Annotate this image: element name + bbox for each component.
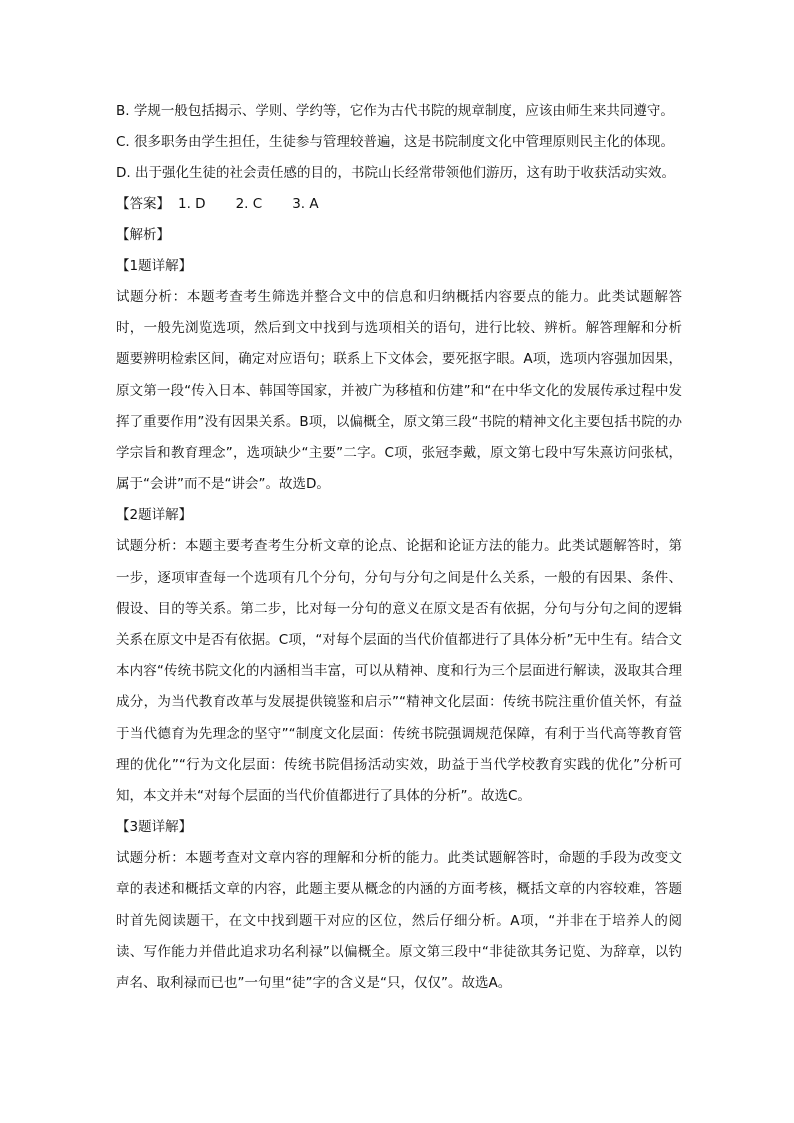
option-c: C. 很多职务由学生担任，生徒参与管理较普遍，这是书院制度文化中管理原则民主化的体现。: [116, 134, 675, 150]
answer-item: 1. D: [178, 196, 206, 212]
q3-analysis: 试题分析：本题考查对文章内容的理解和分析的能力。此类试题解答时，命题的手段为改变文章的表述和概括文章的内容，此题主要从概念的内涵的方面考核，概括文章的内容较难，答题时首先阅读题干，在文中找到题干对应的区位，然后仔细分析。A项，“并非在于培养人的阅读、写作能力并借此追求功名利禄”以偏概全。原文第三段中“非徒欲其务记览、为辞章，以钓声名、取利禄而已也”一句里“徒”字的含义是“只，仅仅”。故选A。: [116, 850, 682, 992]
q1-analysis: 试题分析：本题考查考生筛选并整合文中的信息和归纳概括内容要点的能力。此类试题解答时，一般先浏览选项，然后到文中找到与选项相关的语句，进行比较、辨析。解答理解和分析题要辨明检索区间，确定对应语句；联系上下文体会，要死抠字眼。A项，选项内容强加因果，原文第一段“传入日本、韩国等国家，并被广为移植和仿建”和“在中华文化的发展传承过程中发挥了重要作用”没有因果关系。B项，以偏概全，原文第三段“书院的精神文化主要包括书院的办学宗旨和教育理念”，选项缺少“主要”二字。C项，张冠李戴，原文第七段中写朱熹访问张栻，属于“会讲”而不是“讲会”。故选D。: [116, 289, 682, 493]
answer-row: [116, 189, 682, 220]
analysis-heading: 【解析】: [116, 227, 170, 243]
q1-heading: 【1题详解】: [116, 258, 193, 274]
answer-item: 2. C: [235, 196, 263, 212]
q2-heading: 【2题详解】: [116, 507, 193, 524]
document-page: [116, 96, 682, 999]
answer-label: 【答案】: [116, 196, 170, 212]
option-b: B. 学规一般包括揭示、学则、学约等，它作为古代书院的规章制度，应该由师生来共同遵守。: [116, 103, 674, 119]
answer-item: 3. A: [292, 196, 319, 212]
q2-analysis: 试题分析：本题主要考查考生分析文章的论点、论据和论证方法的能力。此类试题解答时，第一步，逐项审查每一个选项有几个分句，分句与分句之间是什么关系，一般的有因果、条件、假设、目的等关系。第二步，比对每一分句的意义在原文是否有依据，分句与分句之间的逻辑关系在原文中是否有依据。C项，“对每个层面的当代价值都进行了具体分析”无中生有。结合文本内容“传统书院文化的内涵相当丰富，可以从精神、度和行为三个层面进行解读，汲取其合理成分，为当代教育改革与发展提供镜鉴和启示”“精神文化层面：传统书院注重价值关怀，有益于当代德育为先理念的坚守”“制度文化层面：传统书院强调规范保障，有利于当代高等教育管理的优化”“行为文化层面：传统书院倡扬活动实效，助益于当代学校教育实践的优化”分析可知，本文并未“对每个层面的当代价值都进行了具体的分析”。故选C。: [116, 538, 682, 805]
q3-heading: 【3题详解】: [116, 819, 193, 836]
option-d: D. 出于强化生徒的社会责任感的目的，书院山长经常带领他们游历，这有助于收获活动实效。: [116, 165, 675, 181]
